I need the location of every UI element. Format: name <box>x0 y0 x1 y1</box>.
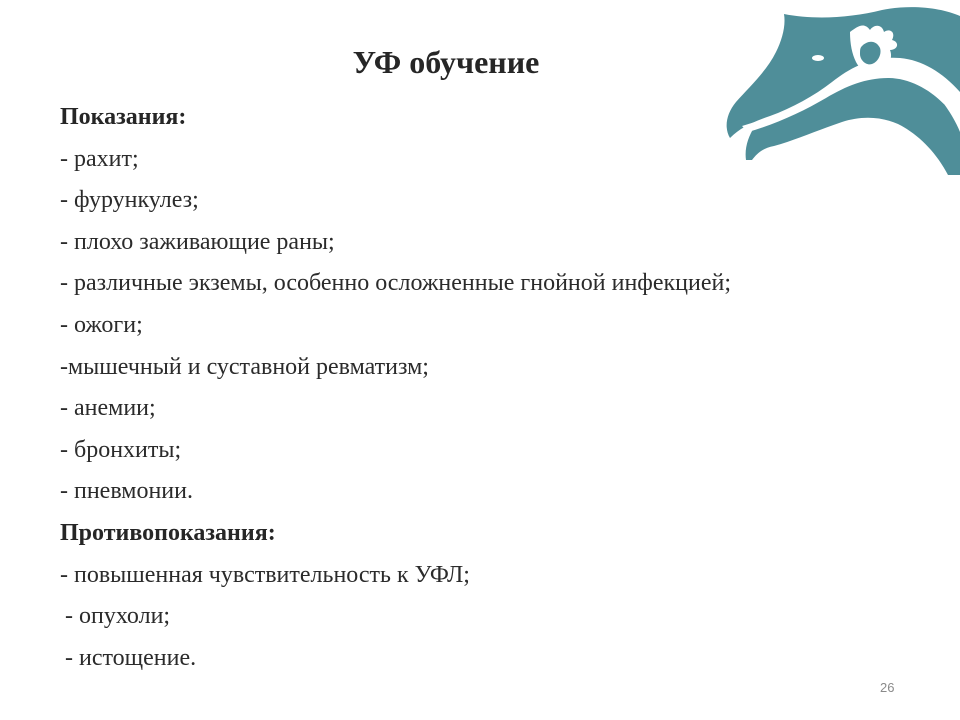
page-number: 26 <box>880 680 895 695</box>
contraindications-heading: Противопоказания: <box>60 519 276 546</box>
indication-item: - анемии; <box>60 395 156 422</box>
slide-title: УФ обучение <box>352 44 540 80</box>
contraindication-item: - повышенная чувствительность к УФЛ; <box>60 561 470 588</box>
indication-item: - фурункулез; <box>60 187 199 214</box>
indication-item: - рахит; <box>60 145 139 172</box>
contraindication-item: - опухоли; <box>65 603 171 630</box>
contraindication-item: - истощение. <box>65 644 197 671</box>
slide-content <box>60 97 920 679</box>
indications-heading: Показания: <box>60 104 187 130</box>
indication-item: -мышечный и суставной ревматизм; <box>60 353 429 380</box>
indication-item: - различные экземы, особенно осложненные гнойной инфекцией; <box>60 270 732 297</box>
indication-item: - ожоги; <box>60 311 143 338</box>
indication-item: - плохо заживающие раны; <box>60 228 335 255</box>
indication-item: - бронхиты; <box>60 436 182 463</box>
indication-item: - пневмонии. <box>60 478 193 505</box>
